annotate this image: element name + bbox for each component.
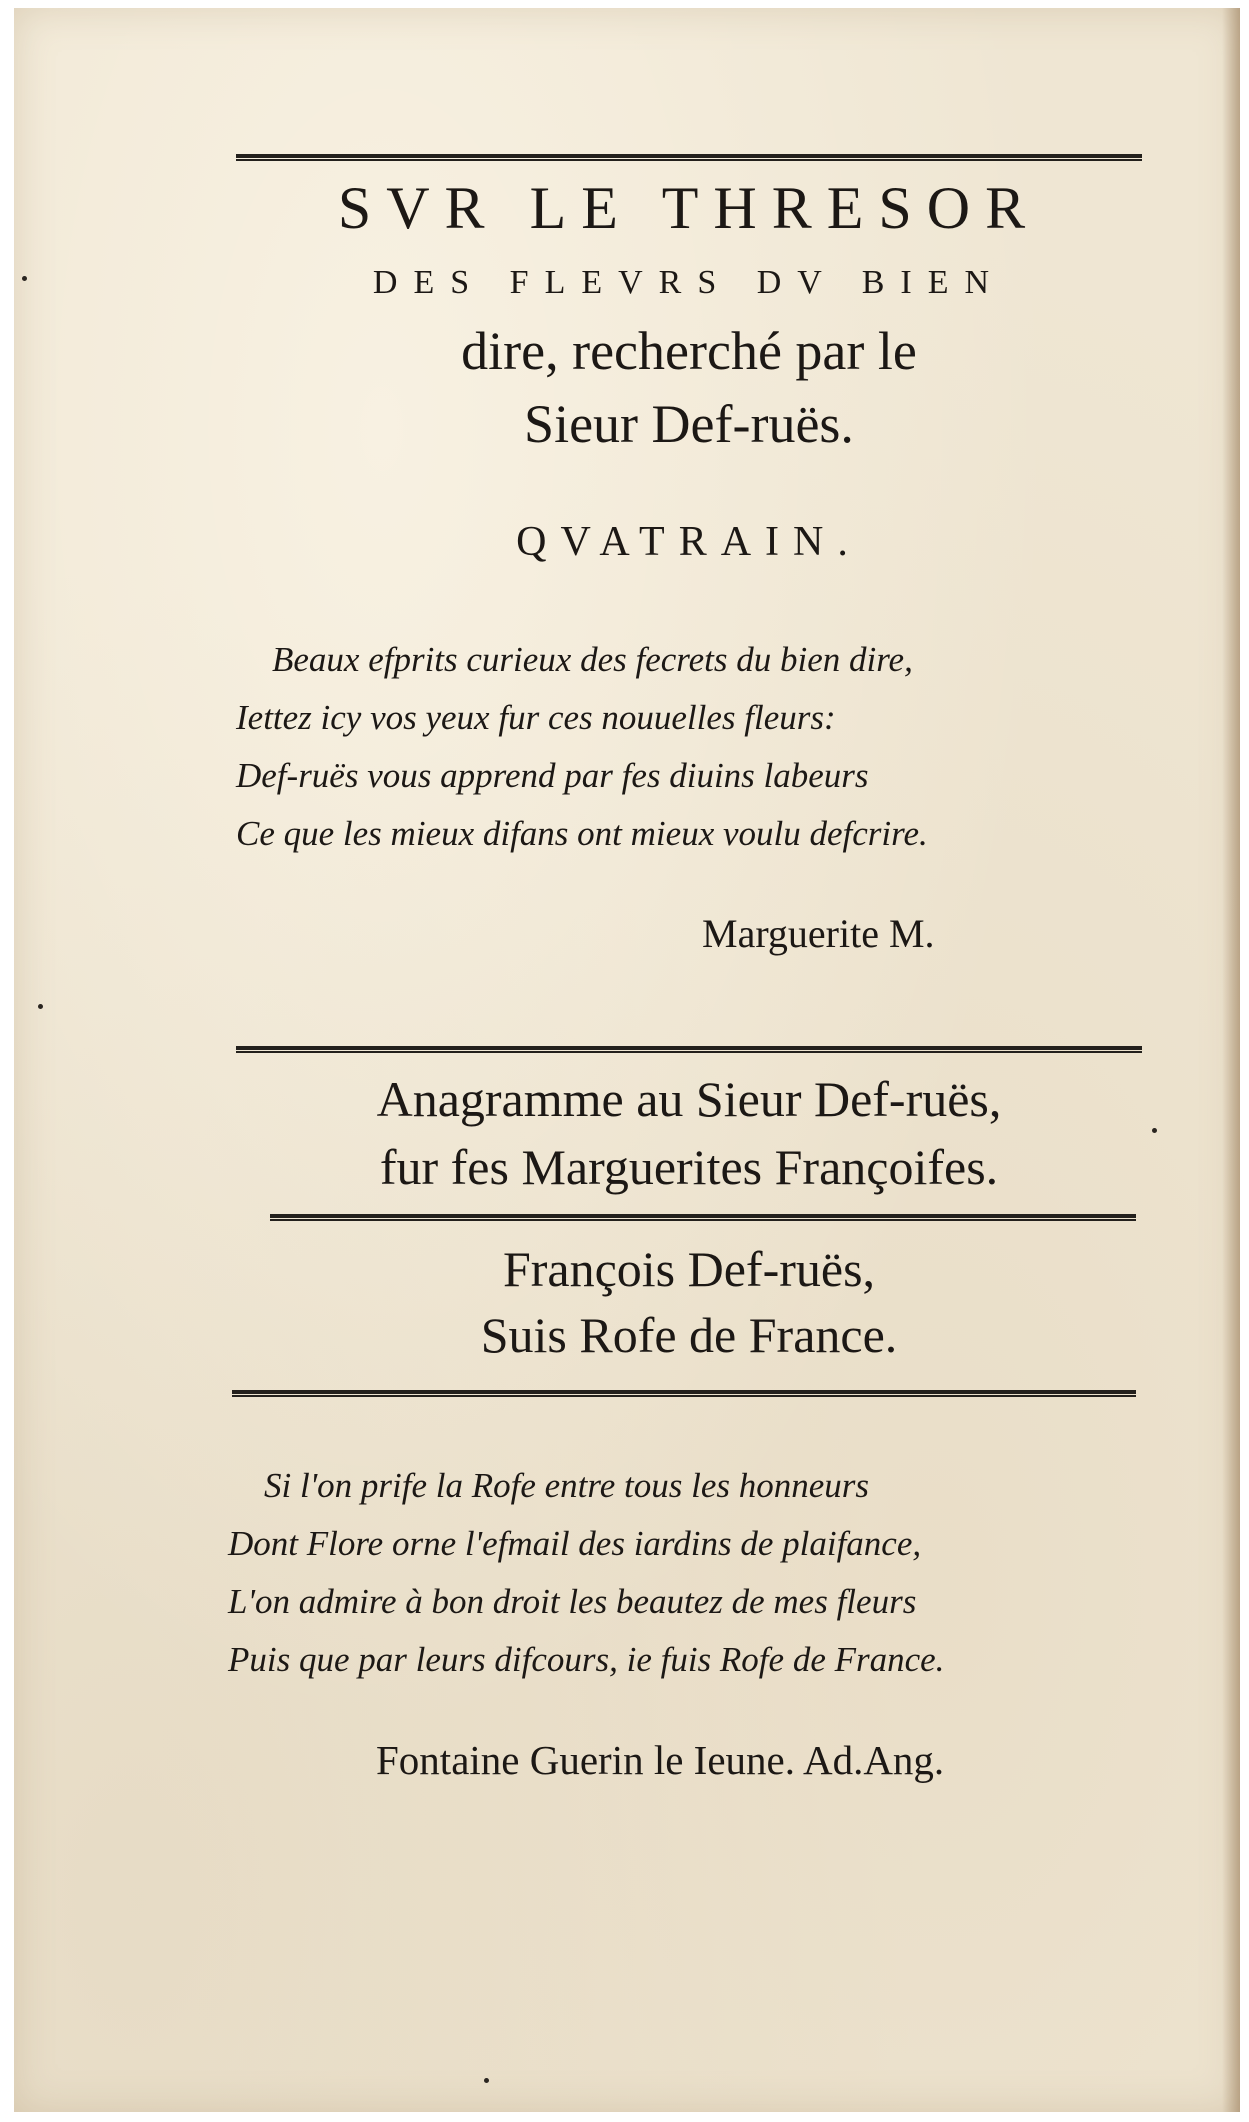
ink-speck <box>22 276 27 281</box>
anagram-rule <box>270 1214 1136 1221</box>
anagram-heading-line-1: Anagramme au Sieur Def-ruës, <box>376 1071 1002 1127</box>
lower-ornamental-rule <box>232 1390 1136 1397</box>
page-title: SVR LE THRESOR <box>337 175 1041 241</box>
anagram-signature: Fontaine Guerin le Ieune. Ad.Ang. <box>376 1737 945 1783</box>
page-spine-shadow <box>1222 8 1240 2112</box>
ink-speck <box>484 2078 489 2083</box>
anagram-name-line-1: François Def-ruës, <box>502 1241 876 1297</box>
quatrain-line: Beaux efprits curieux des fecrets du bien dire, <box>272 640 913 679</box>
anagram-verse-line: Dont Flore orne l'efmail des iardins de plaifance, <box>228 1524 922 1563</box>
ink-speck <box>1152 1128 1157 1133</box>
ink-speck <box>38 1004 43 1009</box>
quatrain-line: Def-ruës vous apprend par fes diuins labeurs <box>236 756 869 795</box>
quatrain-line: Iettez icy vos yeux fur ces nouuelles fleurs: <box>236 698 836 737</box>
top-ornamental-rule <box>236 154 1142 161</box>
quatrain-line: Ce que les mieux difans ont mieux voulu defcrire. <box>236 814 928 853</box>
anagram-name-line-2: Suis Rofe de France. <box>480 1307 898 1363</box>
page-subtitle: DES FLEVRS DV BIEN <box>372 264 1006 301</box>
anagram-verse-line: Si l'on prife la Rofe entre tous les honneurs <box>264 1466 870 1505</box>
anagram-heading-line-2: fur fes Marguerites Françoifes. <box>379 1139 999 1195</box>
anagram-verse-line: Puis que par leurs difcours, ie fuis Rofe de France. <box>228 1640 945 1679</box>
anagram-verse-line: L'on admire à bon droit les beautez de mes fleurs <box>228 1582 917 1621</box>
quatrain-signature: Marguerite M. <box>702 911 935 956</box>
title-line-4: Sieur Def-ruës. <box>524 394 854 454</box>
quatrain-heading: QVATRAIN. <box>516 519 862 565</box>
title-line-3: dire, recherché par le <box>461 321 917 381</box>
book-page <box>14 8 1240 2112</box>
middle-ornamental-rule <box>236 1046 1142 1053</box>
